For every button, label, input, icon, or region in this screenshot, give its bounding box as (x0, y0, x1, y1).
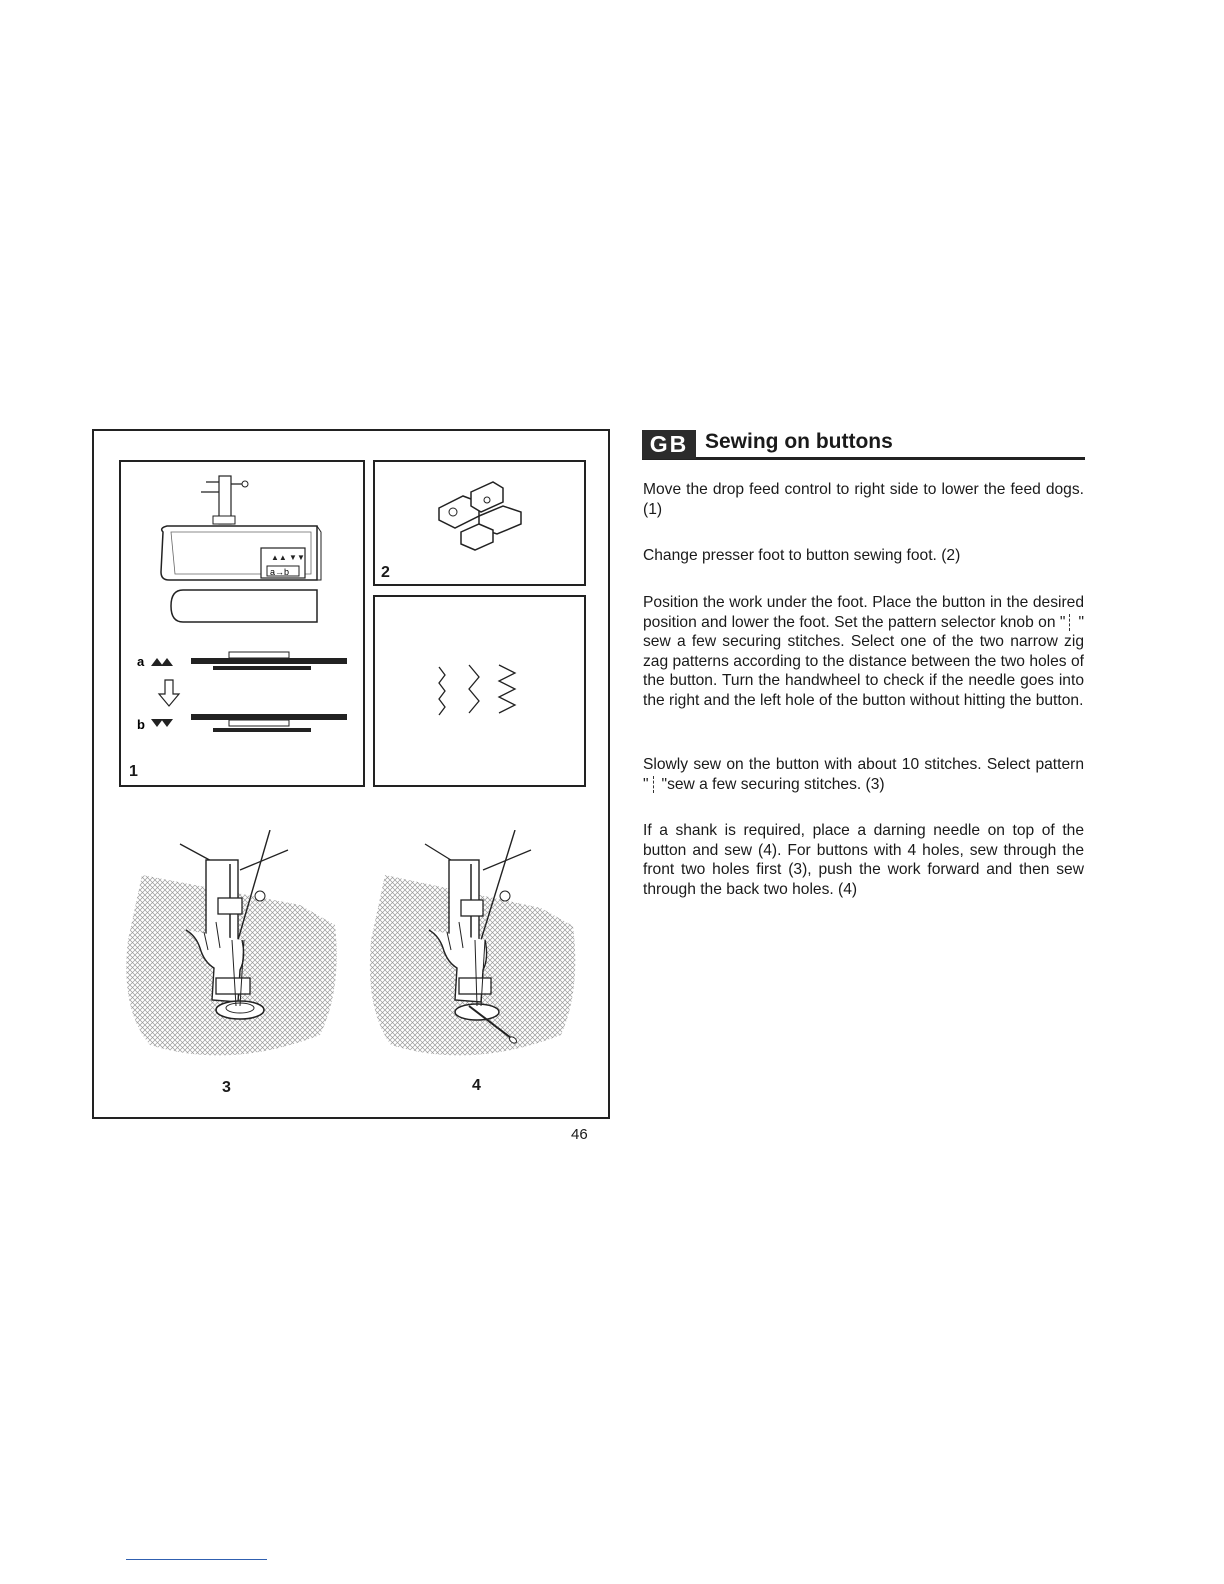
straight-stitch-symbol-icon (1069, 614, 1076, 631)
paragraph-position-work (643, 593, 1084, 710)
language-badge: GB (642, 430, 696, 459)
paragraph-change-foot: Change presser foot to button sewing foot. (2) (643, 547, 961, 564)
figure-3-label: 3 (222, 1079, 231, 1096)
control-label: a→b (270, 567, 290, 577)
figure-4-label: 4 (472, 1077, 481, 1094)
footnote-divider (126, 1559, 267, 1560)
sewing-button-figure-3 (120, 830, 345, 1060)
feed-label-b: b (137, 717, 145, 732)
paragraph-text: " sew a few securing stitches. Select one of the two narrow zig zag patterns according to the distance between the two holes of the button. Turn the handwheel to check if the needle goes into the right and the left hole of the button without hitting the button. (643, 613, 1084, 709)
sewing-button-figure-4 (365, 830, 585, 1060)
feed-label-a: a (137, 654, 145, 669)
panel-1-label: 1 (129, 763, 138, 780)
zigzag-patterns-panel (373, 595, 586, 787)
paragraph-sew-button (643, 755, 1084, 794)
paragraph-drop-feed: Move the drop feed control to right side to lower the feed dogs. (1) (643, 481, 1084, 518)
panel-2-label: 2 (381, 564, 390, 581)
zigzag-patterns-illustration (375, 597, 584, 785)
button-foot-illustration (375, 462, 584, 584)
figure-panel-2 (373, 460, 586, 586)
svg-text:▲▲ ▼▼: ▲▲ ▼▼ (271, 553, 305, 562)
paragraph-text: Position the work under the foot. Place the button in the desired position and lower the foot. Set the pattern selector knob on " (643, 594, 1084, 631)
paragraph-text: Slowly sew on the button with about 10 stitches. Select pattern " (643, 756, 1084, 793)
figure-panel-1 (119, 460, 365, 787)
page-number: 46 (571, 1126, 588, 1143)
straight-stitch-symbol-icon (653, 776, 660, 793)
page-title: Sewing on buttons (705, 430, 893, 453)
drop-feed-illustration (121, 462, 363, 785)
paragraph-text: "sew a few securing stitches. (3) (661, 775, 885, 793)
paragraph-shank: If a shank is required, place a darning needle on top of the button and sew (4). For buttons with 4 holes, sew through the front two holes first (3), push the work forward and then sew through the back two holes. (4) (643, 822, 1084, 898)
section-header (642, 429, 1085, 460)
